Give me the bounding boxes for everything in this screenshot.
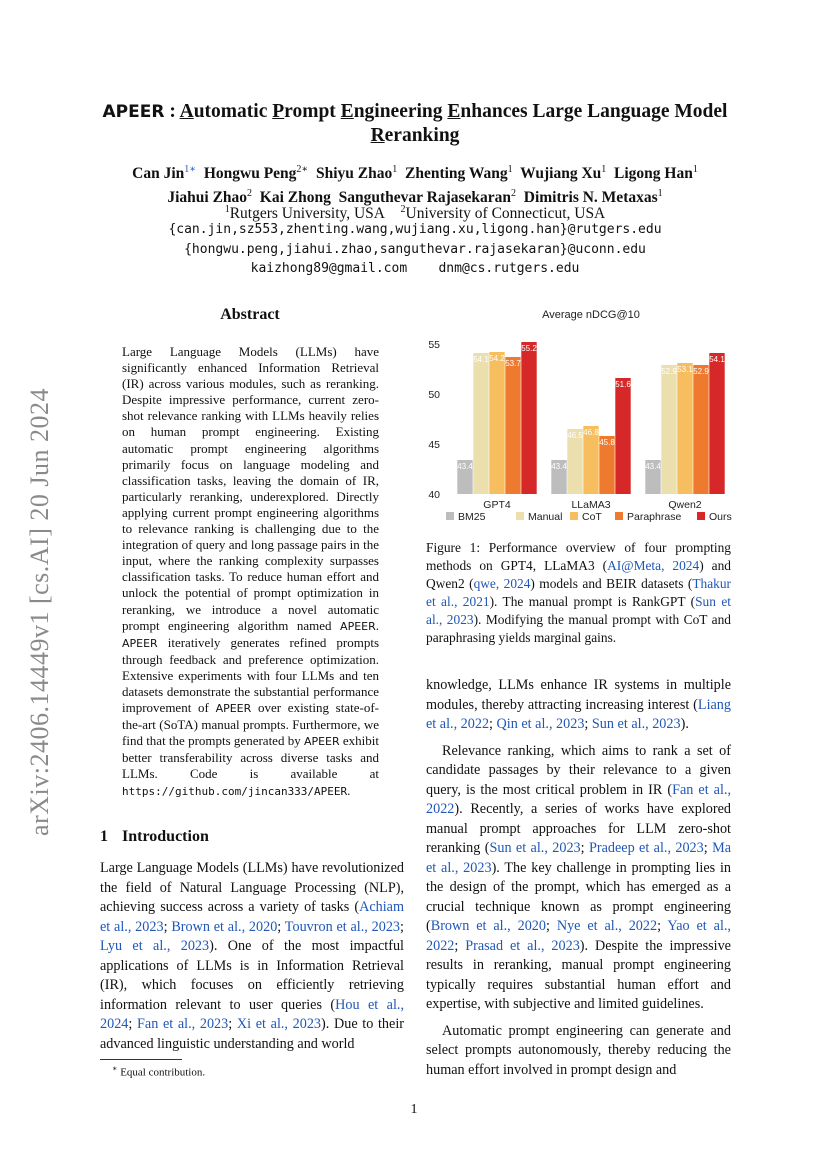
paper-title bbox=[90, 100, 740, 147]
author: Jiahui Zhao$^2$ bbox=[167, 188, 253, 207]
affiliation-uconn: University of Connecticut, USA bbox=[405, 205, 606, 223]
data-label: 52.9 bbox=[693, 367, 709, 376]
bar-paraphrase-gpt4 bbox=[505, 357, 520, 494]
title-word: rompt bbox=[284, 101, 341, 122]
data-label: 55.2 bbox=[521, 344, 537, 353]
citation-link[interactable]: Pradeep et al., 2023 bbox=[588, 840, 704, 856]
section-number: 1 bbox=[100, 828, 108, 845]
citation-link[interactable]: Brown et al., 2020 bbox=[430, 918, 546, 934]
figure-1-chart bbox=[410, 300, 740, 528]
data-label: 53.1 bbox=[677, 365, 693, 374]
citation-link[interactable]: Xi et al., 2023 bbox=[236, 1016, 322, 1032]
intro-left-column bbox=[100, 859, 404, 1054]
title-letter: P bbox=[272, 101, 285, 122]
title-acronym: APEER bbox=[102, 102, 165, 122]
legend-label: Paraphrase bbox=[627, 511, 682, 523]
author: Sanguthevar Rajasekaran$^2$ bbox=[338, 188, 517, 207]
author: Shiyu Zhao$^1$ bbox=[315, 164, 398, 183]
intro-paragraph: knowledge, LLMs enhance IR systems in multiple modules, thereby attracting increasing interest (Liang et al., 2022; Qin et al., 2023; Sun et al., 2023). bbox=[426, 677, 731, 732]
bar-ours-llama3 bbox=[615, 378, 630, 494]
citation-link[interactable]: Ma et al., 2023 bbox=[426, 840, 731, 876]
citation-link[interactable]: Thakur et al., 2021 bbox=[426, 576, 732, 609]
bar-ours-qwen2 bbox=[709, 353, 724, 494]
data-label: 51.6 bbox=[615, 380, 631, 389]
title-word: eranking bbox=[384, 125, 460, 146]
intro-paragraph: Relevance ranking, which aims to rank a set of candidate passages by their relevance to a given query, is the most critical problem in IR (Fan et al., 2022). Recently, a series of works have explored manual prompt approaches for LLM zero-shot reranking (Sun et al., 2023; Pradeep et al., 2023; Ma et al., 2023). The key challenge in prompting lies in the design of the prompt, which has emerged as a crucial technique known as prompt engineering (Brown et al., 2020; Nye et al., 2022; Yao et al., 2022; Prasad et al., 2023). Despite the impressive results in reranking, manual prompt engineering typically requires substantial human effort and expertise, with subjective and limited guidelines. bbox=[426, 742, 731, 1012]
author: Zhenting Wang$^1$ bbox=[404, 164, 513, 183]
y-tick-label: 40 bbox=[428, 489, 440, 501]
bar-manual-qwen2 bbox=[661, 365, 676, 494]
data-label: 54.1 bbox=[709, 355, 725, 364]
citation-link[interactable]: Yao et al., 2022 bbox=[426, 918, 731, 954]
intro-paragraph: Large Language Models (LLMs) have revolutionized the field of Natural Language Processing (NLP), achieving success across a variety of tasks (Achiam et al., 2023; Brown et al., 2020; Touvron et al., 2023; Lyu et al., 2023). One of the most impactful applications of LLMs is in Information Retrieval (IR), which focuses on efficiently retrieving information relevant to user queries (Hou et al., 2024; Fan et al., 2023; Xi et al., 2023). Due to their advanced linguistic understanding and world bbox=[100, 860, 404, 1052]
email-line: {hongwu.peng,jiahui.zhao,sanguthevar.rajasekaran}@uconn.edu bbox=[184, 241, 646, 257]
legend-label: BM25 bbox=[458, 511, 486, 523]
citation-link[interactable]: Achiam et al., 2023 bbox=[100, 899, 404, 935]
legend-swatch bbox=[697, 512, 705, 520]
affiliation-mark: 1 bbox=[224, 204, 230, 215]
legend-swatch bbox=[516, 512, 524, 520]
section-heading-introduction bbox=[100, 828, 209, 846]
data-label: 43.4 bbox=[645, 462, 661, 471]
method-name: APEER bbox=[303, 735, 340, 749]
page-number: 1 bbox=[410, 1102, 418, 1117]
email-line: kaizhong89@gmail.com dnm@cs.rutgers.edu bbox=[250, 261, 580, 276]
title-letter: E bbox=[340, 101, 354, 122]
legend-swatch bbox=[615, 512, 623, 520]
author-emails bbox=[90, 220, 740, 279]
abstract-heading: Abstract bbox=[220, 306, 280, 323]
author: Wujiang Xu$^1$ bbox=[520, 164, 607, 183]
citation-link[interactable]: Sun et al., 2023 bbox=[591, 716, 681, 732]
author: Ligong Han$^1$ bbox=[614, 164, 698, 183]
y-tick-label: 55 bbox=[428, 339, 440, 351]
data-label: 43.4 bbox=[457, 462, 473, 471]
data-label: 54.1 bbox=[473, 355, 489, 364]
citation-link[interactable]: Lyu et al., 2023 bbox=[100, 938, 210, 954]
y-tick-label: 50 bbox=[428, 389, 440, 401]
author: Dimitris N. Metaxas$^1$ bbox=[523, 188, 663, 207]
method-name: APEER bbox=[340, 619, 376, 633]
citation-link[interactable]: qwe, 2024 bbox=[473, 576, 531, 591]
intro-right-column bbox=[426, 676, 731, 1080]
footnote-rule bbox=[100, 1059, 182, 1060]
footnote-mark: ∗ bbox=[112, 1064, 118, 1073]
data-label: 46.8 bbox=[583, 428, 599, 437]
method-name: APEER bbox=[122, 636, 158, 650]
footnote-text: Equal contribution. bbox=[120, 1066, 206, 1079]
x-tick-label: LLaMA3 bbox=[571, 499, 611, 511]
affiliation-mark: 2 bbox=[400, 204, 406, 215]
citation-link[interactable]: Touvron et al., 2023 bbox=[284, 918, 401, 935]
bar-cot-gpt4 bbox=[489, 352, 504, 494]
title-separator: : bbox=[164, 101, 180, 122]
bar-cot-qwen2 bbox=[677, 363, 692, 494]
title-word: ngineering bbox=[353, 101, 448, 122]
citation-link[interactable]: Qin et al., 2023 bbox=[496, 716, 585, 732]
citation-link[interactable]: Prasad et al., 2023 bbox=[465, 937, 580, 954]
bar-manual-gpt4 bbox=[473, 353, 488, 494]
method-name: APEER bbox=[215, 702, 252, 716]
y-tick-label: 45 bbox=[428, 439, 440, 451]
author: Hongwu Peng$^{2∗}$ bbox=[203, 164, 309, 183]
data-label: 46.5 bbox=[567, 431, 583, 440]
section-title: Introduction bbox=[122, 828, 209, 845]
legend-swatch bbox=[570, 512, 578, 520]
arxiv-identifier: arXiv:2406.14449v1 [cs.AI] 20 Jun 2024 bbox=[25, 388, 54, 836]
author: Can Jin$^{1∗}$ bbox=[132, 164, 197, 183]
bar-ours-gpt4 bbox=[521, 342, 536, 494]
citation-link[interactable]: Fan et al., 2023 bbox=[137, 1016, 229, 1032]
bar-paraphrase-qwen2 bbox=[693, 365, 708, 494]
citation-link[interactable]: Sun et al., 2023 bbox=[489, 840, 581, 856]
citation-link[interactable]: Hou et al., 2024 bbox=[100, 996, 404, 1032]
legend-label: Manual bbox=[528, 511, 563, 523]
email-line: {can.jin,sz553,zhenting.wang,wujiang.xu,ligong.han}@rutgers.edu bbox=[168, 222, 662, 237]
legend-swatch bbox=[446, 512, 454, 520]
citation-link[interactable]: AI@Meta, 2024 bbox=[607, 558, 700, 573]
intro-paragraph: Automatic prompt engineering can generate and select prompts autonomously, thereby reducing the human effort involved in prompt design and bbox=[426, 1022, 731, 1078]
citation-link[interactable]: Nye et al., 2022 bbox=[556, 918, 658, 934]
author: Kai Zhong bbox=[259, 189, 331, 207]
legend-label: CoT bbox=[582, 511, 602, 523]
figure-1-caption: Figure 1: Performance overview of four prompting methods on GPT4, LLaMA3 (AI@Meta, 2024) and Qwen2 (qwe, 2024) models and BEIR datasets (Thakur et al., 2021). The manual prompt is RankGPT (Sun et al., 2023). Modifying the manual prompt with CoT and paraphrasing yields marginal gains. bbox=[426, 540, 732, 645]
title-letter: R bbox=[370, 125, 385, 146]
data-label: 52.9 bbox=[661, 367, 677, 376]
legend-label: Ours bbox=[709, 511, 732, 523]
citation-link[interactable]: Liang et al., 2022 bbox=[426, 696, 731, 732]
x-tick-label: GPT4 bbox=[483, 499, 511, 511]
abstract-body: Large Language Models (LLMs) have significantly enhanced Information Retrieval (IR) across various modules, such as reranking. Despite impressive performance, current zero-shot relevance ranking with LLMs heavily relies on human prompt engineering. Existing automatic prompt engineering algorithms primarily focus on language modeling and classification tasks, leaving the domain of IR, particularly reranking, underexplored. Directly applying current prompt engineering algorithms to relevance ranking is challenging due to the integration of query and long passage pairs in the input, where the ranking complexity surpasses classification tasks. To reduce human effort and unlock the potential of prompt optimization in reranking, we introduce a novel automatic prompt engineering algorithm named APEER. APEER iteratively generates refined prompts through feedback and preference optimization. Extensive experiments with four LLMs and ten datasets demonstrate the substantial performance improvement of APEER over existing state-of-the-art (SoTA) manual prompts. Furthermore, we find that the prompts generated by APEER exhibit better transferability across diverse tasks and LLMs. Code is available at https://github.com/jincan333/APEER. bbox=[122, 344, 380, 798]
citation-link[interactable]: Fan et al., 2022 bbox=[426, 781, 731, 817]
title-word: utomatic bbox=[193, 101, 273, 122]
title-letter: A bbox=[179, 101, 194, 122]
data-label: 45.8 bbox=[599, 438, 615, 447]
bar-chart-svg bbox=[410, 300, 740, 528]
x-tick-label: Qwen2 bbox=[668, 499, 702, 511]
data-label: 54.2 bbox=[489, 354, 505, 363]
data-label: 43.4 bbox=[551, 462, 567, 471]
code-url-link[interactable]: https://github.com/jincan333/APEER bbox=[122, 784, 348, 798]
citation-link[interactable]: Brown et al., 2020 bbox=[171, 918, 278, 935]
data-label: 53.7 bbox=[505, 359, 521, 368]
title-word: nhances Large Language Model bbox=[460, 101, 728, 122]
chart-title: Average nDCG@10 bbox=[542, 309, 640, 321]
citation-link[interactable]: Sun et al., 2023 bbox=[426, 594, 731, 627]
affiliation-rutgers: Rutgers University, USA bbox=[229, 205, 385, 223]
title-letter: E bbox=[447, 101, 461, 122]
arxiv-side-stamp bbox=[20, 372, 60, 852]
footnote bbox=[112, 1064, 205, 1079]
